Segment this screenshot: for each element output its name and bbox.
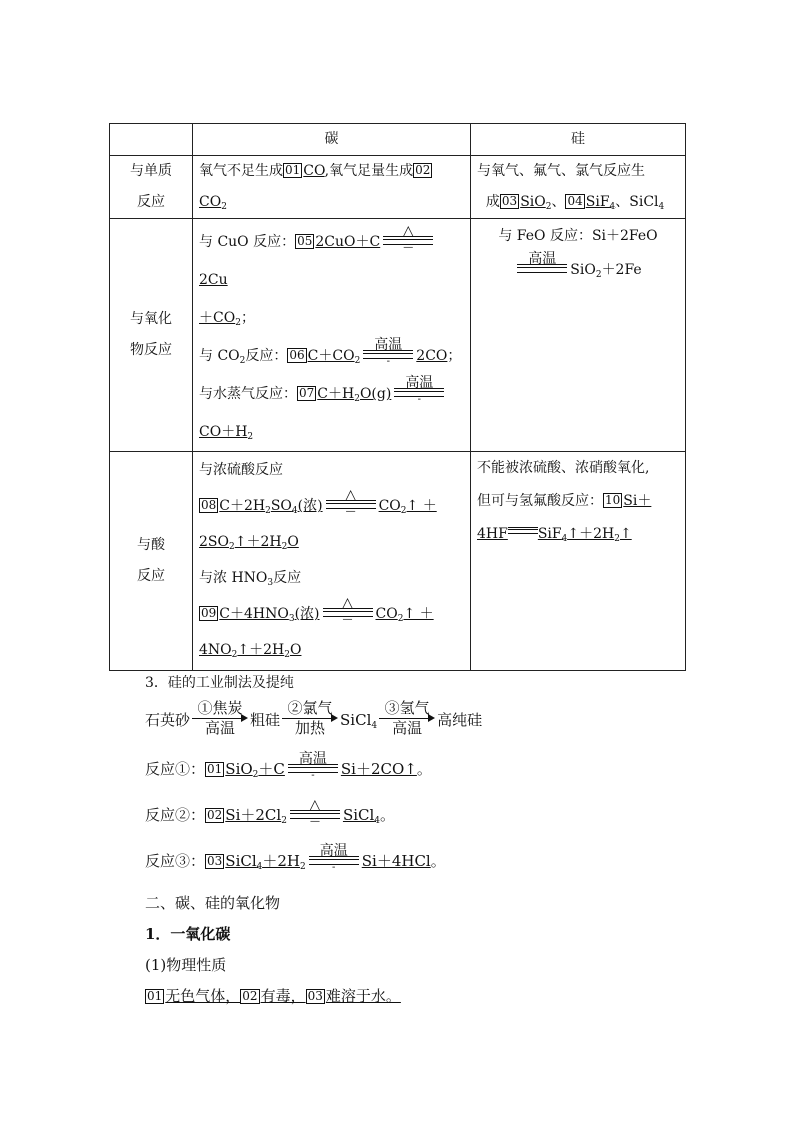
blank-number: 01 (207, 762, 223, 776)
text: 与水蒸气反应： (199, 386, 297, 402)
answer: $2SO_2↑+2H_2O$ (199, 534, 299, 552)
text: 与浓 HNO (199, 570, 268, 586)
answer: $SiCl_4+2H_2$ (225, 852, 306, 872)
answer: 2Cu (199, 272, 228, 288)
text: 成 (485, 194, 500, 210)
table-row-oxides (110, 219, 686, 452)
text: ,氧气足量生成 (324, 163, 414, 179)
subsection-physical-props: (1)物理性质 (145, 956, 227, 974)
reaction-2: 反应②： 02 $Si+2Cl_2$ △ — SiCl$_4$。 (145, 797, 396, 827)
blank-number: 07 (299, 386, 315, 400)
text: 与 CuO 反应： (199, 234, 296, 250)
answer: Si＋4HCl (361, 852, 431, 870)
flow-mid-2: SiCl$_4$ (340, 711, 378, 731)
answer: Si＋ (623, 493, 652, 509)
answer: $Si+2Cl_2$ (225, 806, 287, 826)
table-row-elements (110, 156, 686, 219)
answer: $C+H_2O(g)$ (317, 386, 392, 404)
high-temp-condition: 高温 - (309, 852, 359, 870)
label-line: 与氧化 (130, 311, 172, 327)
table-header-row (110, 124, 686, 156)
answer: SiO$_2$ (520, 194, 552, 212)
answer: SiF$_4$ (585, 194, 616, 212)
carbon-elements-cell (193, 156, 471, 219)
co-physical-properties (145, 985, 401, 1006)
industrial-process-flow (145, 700, 482, 736)
answer: 2CuO＋C (315, 234, 381, 250)
carbon-oxides-cell: 与 CuO 反应： 05 2CuO＋C △ — 2Cu $+CO_2$； 与 $CO_2$反应： 06 $C+CO_2$ 高温 - 2CO； 与水蒸气反应： 07 $C+H_2O(g)$ 高温 - $CO+H_2$ (193, 219, 471, 452)
answer: $CO_2↑$ ＋ (375, 606, 434, 624)
text: 与 FeO 反应：Si＋2FeO (498, 228, 658, 244)
heat-condition: △ — (323, 604, 373, 622)
blank-number: 06 (289, 348, 305, 362)
answer: $C+2H_2SO_4$(浓) (219, 498, 323, 516)
label-line: 反应 (137, 568, 165, 584)
blank-number: 01 (285, 163, 301, 177)
label-line: 与单质 (130, 163, 172, 179)
heat-condition: △ — (383, 232, 433, 250)
answer: Si＋2CO↑ (340, 760, 417, 778)
blank-number: 04 (567, 194, 583, 208)
flow-mid-1: 粗硅 (250, 711, 281, 729)
answer: 4HF $SiF_4↑+2H_2↑$ (477, 526, 632, 544)
table-row-acids (110, 452, 686, 671)
blank-number: 05 (297, 234, 313, 248)
carbon-silicon-comparison-table (109, 123, 686, 671)
label-line: 与酸 (137, 537, 165, 553)
blank-number: 03 (501, 194, 518, 208)
row-label-oxides (110, 219, 193, 452)
carbon-acids-cell: 与浓硫酸反应 08 $C+2H_2SO_4$(浓) △ — $CO_2↑$ ＋ $2SO_2↑+2H_2O$ 与浓 $HNO_3$反应 09 $C+4HNO_3$(浓) △ — $CO_2↑$ ＋ $4NO_2↑+2H_2O$ (193, 452, 471, 671)
blank-number: 09 (201, 606, 217, 620)
answer: 有毒， (260, 987, 306, 1005)
blank-number: 02 (415, 163, 431, 177)
answer: SiCl$_4$ (342, 806, 381, 826)
blank-number: 10 (605, 493, 621, 507)
blank-number: 01 (147, 989, 163, 1003)
answer: $+CO_2$ (199, 310, 241, 328)
answer: SiO$_2$＋C (225, 760, 285, 780)
row-label-acids (110, 452, 193, 671)
answer: 难溶于水。 (325, 987, 401, 1005)
blank-number: 03 (307, 989, 323, 1003)
high-temp-condition: 高温 (517, 260, 567, 278)
row-label-elements (110, 156, 193, 219)
text: 但可与氢氟酸反应： (477, 493, 603, 509)
answer: 无色气体， (165, 987, 241, 1005)
silicon-elements-cell: 与氧气、氟气、氯气反应生 成 03 SiO$_2$、 04 SiF$_4$、SiCl$_4$ (471, 156, 686, 219)
answer: CO (303, 163, 325, 179)
blank-number: 02 (207, 808, 223, 822)
text: 与浓硫酸反应 (199, 462, 283, 478)
subsection-co-title: 1．一氧化碳 (145, 925, 231, 943)
silicon-acids-cell (471, 452, 686, 671)
header-carbon: 碳 (193, 124, 471, 156)
text: 不能被浓硫酸、浓硝酸氧化, (477, 460, 650, 476)
section-3-title: 3．硅的工业制法及提纯 (145, 675, 294, 691)
answer: $CO_2↑$ ＋ (378, 498, 437, 516)
flow-arrow-2: ②氯气 加热 (282, 700, 338, 736)
reaction-1: 反应①： 01 SiO$_2$＋C 高温 - Si＋2CO↑。 (145, 751, 432, 781)
answer: $CO+H_2$ (199, 424, 254, 442)
flow-end: 高纯硅 (437, 711, 483, 729)
reaction-3: 反应③： 03 $SiCl_4+2H_2$ 高温 - Si＋4HCl。 (145, 843, 446, 873)
flow-arrow-3: ③氢气 高温 (379, 700, 435, 736)
header-empty-cell (110, 124, 193, 156)
text: 氧气不足生成 (199, 163, 283, 179)
section-oxides-title: 二、碳、硅的氧化物 (145, 894, 281, 912)
flow-start: 石英砂 (145, 711, 191, 729)
silicon-oxides-cell: 与 FeO 反应：Si＋2FeO 高温 SiO$_2$＋2Fe (471, 219, 686, 452)
heat-condition: △ — (290, 806, 340, 824)
high-temp-condition: 高温 - (363, 346, 413, 364)
blank-number: 02 (242, 989, 258, 1003)
text: 与 CO (199, 348, 240, 364)
answer: $4NO_2↑+2H_2O$ (199, 642, 302, 660)
high-temp-condition: 高温 - (394, 384, 444, 402)
heat-condition: △ — (326, 496, 376, 514)
text: 与氧气、氟气、氯气反应生 (477, 163, 645, 179)
answer: $C+CO_2$ (307, 348, 361, 366)
flow-arrow-1: ①焦炭 高温 (192, 700, 248, 736)
blank-number: 08 (201, 498, 217, 512)
blank-number: 03 (207, 854, 223, 868)
high-temp-condition: 高温 - (288, 760, 338, 778)
label-line: 反应 (137, 194, 165, 210)
answer: $C+4HNO_3$(浓) (219, 606, 320, 624)
answer: 2CO (416, 348, 448, 364)
header-silicon: 硅 (471, 124, 686, 156)
answer: $CO_2$ (199, 194, 227, 212)
label-line: 物反应 (130, 342, 172, 358)
